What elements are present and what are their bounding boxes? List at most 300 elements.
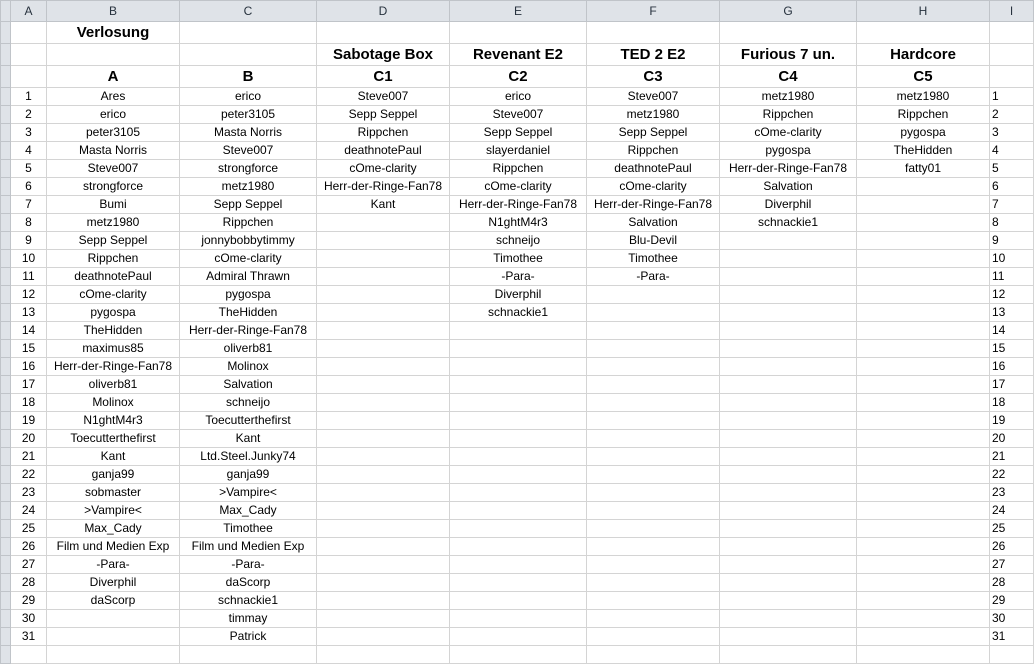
cell-colc3[interactable] — [587, 538, 720, 556]
row-number[interactable]: 1 — [11, 88, 47, 106]
cell-empty[interactable] — [180, 22, 317, 44]
cell-empty[interactable] — [11, 66, 47, 88]
cell-empty[interactable] — [317, 22, 450, 44]
cell-colb[interactable]: Rippchen — [180, 214, 317, 232]
cell-colc2[interactable] — [450, 610, 587, 628]
row-header[interactable] — [1, 520, 11, 538]
cell-colb[interactable]: Sepp Seppel — [180, 196, 317, 214]
cell-colc5[interactable] — [857, 286, 990, 304]
row-number-i[interactable]: 19 — [990, 412, 1034, 430]
row-number[interactable]: 18 — [11, 394, 47, 412]
cell-colc2[interactable]: Diverphil — [450, 286, 587, 304]
cell-colc1[interactable] — [317, 214, 450, 232]
row-number-i[interactable]: 25 — [990, 520, 1034, 538]
row-header[interactable] — [1, 394, 11, 412]
row-number[interactable]: 20 — [11, 430, 47, 448]
row-number[interactable]: 14 — [11, 322, 47, 340]
cell-colc1[interactable] — [317, 610, 450, 628]
cell-cola[interactable] — [47, 610, 180, 628]
cell-colc2[interactable] — [450, 412, 587, 430]
row-header[interactable] — [1, 592, 11, 610]
cell-colc2[interactable]: schneijo — [450, 232, 587, 250]
cell-cola[interactable]: oliverb81 — [47, 376, 180, 394]
cell-colb[interactable]: oliverb81 — [180, 340, 317, 358]
cell-colc1[interactable] — [317, 502, 450, 520]
row-number[interactable]: 17 — [11, 376, 47, 394]
cell-colc2[interactable]: Timothee — [450, 250, 587, 268]
cell-colc1[interactable]: Rippchen — [317, 124, 450, 142]
cell-colc4[interactable]: metz1980 — [720, 88, 857, 106]
cell-colc4[interactable] — [720, 268, 857, 286]
cell-colc4[interactable]: Rippchen — [720, 106, 857, 124]
cell-colc5[interactable]: pygospa — [857, 124, 990, 142]
cell-cola[interactable]: Herr-der-Ringe-Fan78 — [47, 358, 180, 376]
column-header-e[interactable]: E — [450, 1, 587, 22]
cell-colc2[interactable] — [450, 358, 587, 376]
cell-empty[interactable] — [180, 44, 317, 66]
cell-colb[interactable]: Herr-der-Ringe-Fan78 — [180, 322, 317, 340]
cell-colc1[interactable] — [317, 430, 450, 448]
column-header-c[interactable]: C — [180, 1, 317, 22]
cell-colc2[interactable]: schnackie1 — [450, 304, 587, 322]
cell-colc1[interactable] — [317, 466, 450, 484]
row-number-i[interactable]: 6 — [990, 178, 1034, 196]
row-number[interactable]: 27 — [11, 556, 47, 574]
cell-empty[interactable] — [450, 22, 587, 44]
row-number[interactable]: 13 — [11, 304, 47, 322]
cell-colc4[interactable] — [720, 340, 857, 358]
cell-colc3[interactable] — [587, 574, 720, 592]
cell-colc1[interactable] — [317, 538, 450, 556]
cell-colc5[interactable] — [857, 358, 990, 376]
cell-colc5[interactable]: metz1980 — [857, 88, 990, 106]
cell-colc3[interactable] — [587, 430, 720, 448]
cell-colc2[interactable] — [450, 376, 587, 394]
row-number[interactable]: 15 — [11, 340, 47, 358]
row-number[interactable]: 4 — [11, 142, 47, 160]
row-number-i[interactable]: 16 — [990, 358, 1034, 376]
cell-colc5[interactable]: TheHidden — [857, 142, 990, 160]
cell-colc5[interactable] — [857, 394, 990, 412]
cell-colc5[interactable] — [857, 412, 990, 430]
row-number[interactable]: 26 — [11, 538, 47, 556]
subheader-b[interactable]: B — [180, 66, 317, 88]
cell-colc5[interactable] — [857, 268, 990, 286]
cell-colc1[interactable] — [317, 448, 450, 466]
row-header[interactable] — [1, 430, 11, 448]
cell-title[interactable]: Verlosung — [47, 22, 180, 44]
header-g[interactable]: Furious 7 un. — [720, 44, 857, 66]
row-number[interactable]: 25 — [11, 520, 47, 538]
cell-colc5[interactable] — [857, 214, 990, 232]
row-number[interactable]: 5 — [11, 160, 47, 178]
cell-colc1[interactable] — [317, 394, 450, 412]
row-number-i[interactable]: 9 — [990, 232, 1034, 250]
row-header[interactable] — [1, 66, 11, 88]
row-number-i[interactable]: 2 — [990, 106, 1034, 124]
cell-cola[interactable]: Steve007 — [47, 160, 180, 178]
cell-colc2[interactable] — [450, 556, 587, 574]
row-number[interactable]: 23 — [11, 484, 47, 502]
row-number[interactable]: 3 — [11, 124, 47, 142]
cell-colc5[interactable] — [857, 520, 990, 538]
cell-cola[interactable]: erico — [47, 106, 180, 124]
row-number-i[interactable]: 27 — [990, 556, 1034, 574]
row-header[interactable] — [1, 610, 11, 628]
row-number[interactable]: 10 — [11, 250, 47, 268]
cell-colc1[interactable] — [317, 322, 450, 340]
row-header[interactable] — [1, 376, 11, 394]
cell-colc4[interactable]: Herr-der-Ringe-Fan78 — [720, 160, 857, 178]
cell-colc4[interactable] — [720, 322, 857, 340]
subheader-a[interactable]: A — [47, 66, 180, 88]
cell-colc3[interactable] — [587, 376, 720, 394]
cell-cola[interactable]: Film und Medien Exp — [47, 538, 180, 556]
cell-cola[interactable] — [47, 628, 180, 646]
cell-colb[interactable]: schnackie1 — [180, 592, 317, 610]
cell-colc5[interactable] — [857, 448, 990, 466]
cell-colc5[interactable] — [857, 484, 990, 502]
row-header[interactable] — [1, 304, 11, 322]
cell-colc4[interactable] — [720, 394, 857, 412]
cell-colc2[interactable]: N1ghtM4r3 — [450, 214, 587, 232]
cell-colc5[interactable] — [857, 430, 990, 448]
row-header[interactable] — [1, 448, 11, 466]
cell-colb[interactable]: Molinox — [180, 358, 317, 376]
cell-cola[interactable]: metz1980 — [47, 214, 180, 232]
cell-colc2[interactable] — [450, 394, 587, 412]
row-header[interactable] — [1, 322, 11, 340]
cell-empty[interactable] — [720, 22, 857, 44]
cell-colc1[interactable]: Sepp Seppel — [317, 106, 450, 124]
cell-colc3[interactable] — [587, 412, 720, 430]
cell-colc1[interactable]: deathnotePaul — [317, 142, 450, 160]
cell-colb[interactable]: timmay — [180, 610, 317, 628]
row-header[interactable] — [1, 106, 11, 124]
cell-colc4[interactable] — [720, 448, 857, 466]
cell-colc1[interactable] — [317, 286, 450, 304]
header-e[interactable]: Revenant E2 — [450, 44, 587, 66]
row-number-i[interactable]: 3 — [990, 124, 1034, 142]
cell-colb[interactable]: Admiral Thrawn — [180, 268, 317, 286]
row-header[interactable] — [1, 628, 11, 646]
cell-cola[interactable]: cOme-clarity — [47, 286, 180, 304]
row-number[interactable]: 29 — [11, 592, 47, 610]
cell-cola[interactable]: Ares — [47, 88, 180, 106]
cell-empty[interactable] — [11, 646, 47, 664]
cell-colc3[interactable]: Salvation — [587, 214, 720, 232]
cell-cola[interactable]: Molinox — [47, 394, 180, 412]
row-number[interactable]: 9 — [11, 232, 47, 250]
row-number-i[interactable]: 7 — [990, 196, 1034, 214]
cell-colc1[interactable] — [317, 250, 450, 268]
cell-colc4[interactable] — [720, 520, 857, 538]
cell-cola[interactable]: TheHidden — [47, 322, 180, 340]
cell-colc4[interactable] — [720, 466, 857, 484]
cell-empty[interactable] — [990, 646, 1034, 664]
cell-empty[interactable] — [180, 646, 317, 664]
subheader-c4[interactable]: C4 — [720, 66, 857, 88]
cell-colc3[interactable]: deathnotePaul — [587, 160, 720, 178]
row-number-i[interactable]: 30 — [990, 610, 1034, 628]
cell-colc3[interactable] — [587, 286, 720, 304]
cell-empty[interactable] — [720, 646, 857, 664]
cell-cola[interactable]: maximus85 — [47, 340, 180, 358]
cell-colb[interactable]: Patrick — [180, 628, 317, 646]
row-header[interactable] — [1, 646, 11, 664]
row-header[interactable] — [1, 88, 11, 106]
cell-colc4[interactable]: schnackie1 — [720, 214, 857, 232]
cell-empty[interactable] — [450, 646, 587, 664]
cell-colc3[interactable] — [587, 322, 720, 340]
cell-colc3[interactable] — [587, 556, 720, 574]
cell-cola[interactable]: Kant — [47, 448, 180, 466]
cell-colb[interactable]: jonnybobbytimmy — [180, 232, 317, 250]
cell-empty[interactable] — [47, 44, 180, 66]
row-number-i[interactable]: 5 — [990, 160, 1034, 178]
row-number-i[interactable]: 26 — [990, 538, 1034, 556]
cell-a-title[interactable] — [11, 22, 47, 44]
cell-colc5[interactable] — [857, 250, 990, 268]
cell-colc2[interactable]: Sepp Seppel — [450, 124, 587, 142]
cell-colb[interactable]: >Vampire< — [180, 484, 317, 502]
cell-colc3[interactable]: Herr-der-Ringe-Fan78 — [587, 196, 720, 214]
header-f[interactable]: TED 2 E2 — [587, 44, 720, 66]
select-all-corner[interactable] — [1, 1, 11, 22]
cell-colc2[interactable] — [450, 340, 587, 358]
row-number[interactable]: 6 — [11, 178, 47, 196]
row-number-i[interactable]: 15 — [990, 340, 1034, 358]
row-header[interactable] — [1, 124, 11, 142]
cell-colb[interactable]: Max_Cady — [180, 502, 317, 520]
cell-colb[interactable]: metz1980 — [180, 178, 317, 196]
cell-colc4[interactable] — [720, 232, 857, 250]
cell-cola[interactable]: Masta Norris — [47, 142, 180, 160]
cell-colb[interactable]: Steve007 — [180, 142, 317, 160]
cell-colc1[interactable]: Herr-der-Ringe-Fan78 — [317, 178, 450, 196]
cell-colc4[interactable] — [720, 304, 857, 322]
cell-colb[interactable]: pygospa — [180, 286, 317, 304]
cell-cola[interactable]: Max_Cady — [47, 520, 180, 538]
cell-colb[interactable]: Masta Norris — [180, 124, 317, 142]
cell-colc3[interactable] — [587, 448, 720, 466]
cell-colc4[interactable]: cOme-clarity — [720, 124, 857, 142]
cell-colc5[interactable] — [857, 592, 990, 610]
cell-colc4[interactable]: Salvation — [720, 178, 857, 196]
cell-colc4[interactable] — [720, 592, 857, 610]
cell-cola[interactable]: Diverphil — [47, 574, 180, 592]
cell-colc4[interactable] — [720, 556, 857, 574]
cell-colc1[interactable] — [317, 574, 450, 592]
cell-colc1[interactable] — [317, 556, 450, 574]
cell-cola[interactable]: strongforce — [47, 178, 180, 196]
cell-colc3[interactable] — [587, 304, 720, 322]
cell-colc2[interactable]: Rippchen — [450, 160, 587, 178]
cell-cola[interactable]: -Para- — [47, 556, 180, 574]
cell-cola[interactable]: Sepp Seppel — [47, 232, 180, 250]
row-number-i[interactable]: 4 — [990, 142, 1034, 160]
row-number-i[interactable]: 29 — [990, 592, 1034, 610]
cell-colc4[interactable] — [720, 250, 857, 268]
cell-colc5[interactable] — [857, 196, 990, 214]
cell-colc2[interactable] — [450, 322, 587, 340]
cell-colb[interactable]: cOme-clarity — [180, 250, 317, 268]
cell-colc2[interactable] — [450, 592, 587, 610]
row-number[interactable]: 31 — [11, 628, 47, 646]
cell-colb[interactable]: peter3105 — [180, 106, 317, 124]
cell-colc5[interactable] — [857, 376, 990, 394]
cell-colc3[interactable] — [587, 520, 720, 538]
cell-colc2[interactable]: -Para- — [450, 268, 587, 286]
subheader-c2[interactable]: C2 — [450, 66, 587, 88]
cell-colc4[interactable]: Diverphil — [720, 196, 857, 214]
row-header[interactable] — [1, 412, 11, 430]
cell-colb[interactable]: erico — [180, 88, 317, 106]
row-header[interactable] — [1, 340, 11, 358]
cell-colc5[interactable] — [857, 574, 990, 592]
cell-colc5[interactable] — [857, 610, 990, 628]
cell-cola[interactable]: sobmaster — [47, 484, 180, 502]
cell-colc3[interactable] — [587, 358, 720, 376]
cell-colc5[interactable] — [857, 322, 990, 340]
row-number[interactable]: 21 — [11, 448, 47, 466]
cell-colc3[interactable]: Steve007 — [587, 88, 720, 106]
cell-colb[interactable]: strongforce — [180, 160, 317, 178]
cell-colc4[interactable] — [720, 430, 857, 448]
cell-colc1[interactable] — [317, 232, 450, 250]
cell-colc2[interactable]: cOme-clarity — [450, 178, 587, 196]
row-number[interactable]: 8 — [11, 214, 47, 232]
cell-colc3[interactable] — [587, 592, 720, 610]
row-header[interactable] — [1, 556, 11, 574]
cell-cola[interactable]: pygospa — [47, 304, 180, 322]
row-number-i[interactable]: 31 — [990, 628, 1034, 646]
row-header[interactable] — [1, 178, 11, 196]
cell-cola[interactable]: daScorp — [47, 592, 180, 610]
cell-colc1[interactable] — [317, 268, 450, 286]
cell-colc4[interactable] — [720, 628, 857, 646]
row-header[interactable] — [1, 574, 11, 592]
subheader-c3[interactable]: C3 — [587, 66, 720, 88]
row-number-i[interactable]: 18 — [990, 394, 1034, 412]
row-header[interactable] — [1, 286, 11, 304]
column-header-a[interactable]: A — [11, 1, 47, 22]
cell-colc2[interactable] — [450, 466, 587, 484]
cell-colc3[interactable] — [587, 484, 720, 502]
cell-colb[interactable]: schneijo — [180, 394, 317, 412]
cell-colc1[interactable] — [317, 376, 450, 394]
cell-colc2[interactable] — [450, 448, 587, 466]
cell-colb[interactable]: -Para- — [180, 556, 317, 574]
cell-colb[interactable]: Toecutterthefirst — [180, 412, 317, 430]
row-number-i[interactable]: 13 — [990, 304, 1034, 322]
cell-colc4[interactable] — [720, 574, 857, 592]
cell-colc4[interactable] — [720, 484, 857, 502]
column-header-b[interactable]: B — [47, 1, 180, 22]
cell-colc1[interactable]: Steve007 — [317, 88, 450, 106]
row-number-i[interactable]: 1 — [990, 88, 1034, 106]
column-header-h[interactable]: H — [857, 1, 990, 22]
cell-colc3[interactable] — [587, 628, 720, 646]
cell-colc1[interactable] — [317, 520, 450, 538]
header-h[interactable]: Hardcore — [857, 44, 990, 66]
row-number[interactable]: 7 — [11, 196, 47, 214]
row-header[interactable] — [1, 160, 11, 178]
cell-colc3[interactable] — [587, 466, 720, 484]
cell-colc1[interactable]: cOme-clarity — [317, 160, 450, 178]
row-number[interactable]: 30 — [11, 610, 47, 628]
column-header-d[interactable]: D — [317, 1, 450, 22]
subheader-c5[interactable]: C5 — [857, 66, 990, 88]
cell-cola[interactable]: deathnotePaul — [47, 268, 180, 286]
row-number-i[interactable]: 14 — [990, 322, 1034, 340]
row-number[interactable]: 11 — [11, 268, 47, 286]
cell-colc1[interactable] — [317, 340, 450, 358]
row-number[interactable]: 16 — [11, 358, 47, 376]
row-number-i[interactable]: 22 — [990, 466, 1034, 484]
cell-colc2[interactable]: Herr-der-Ringe-Fan78 — [450, 196, 587, 214]
cell-colc3[interactable]: cOme-clarity — [587, 178, 720, 196]
cell-colc1[interactable] — [317, 592, 450, 610]
cell-colc1[interactable] — [317, 628, 450, 646]
row-header[interactable] — [1, 196, 11, 214]
cell-empty[interactable] — [857, 646, 990, 664]
cell-colc1[interactable]: Kant — [317, 196, 450, 214]
cell-colc2[interactable]: slayerdaniel — [450, 142, 587, 160]
cell-colb[interactable]: Timothee — [180, 520, 317, 538]
row-number-i[interactable]: 23 — [990, 484, 1034, 502]
row-header[interactable] — [1, 142, 11, 160]
row-number-i[interactable]: 10 — [990, 250, 1034, 268]
cell-colb[interactable]: ganja99 — [180, 466, 317, 484]
cell-colc2[interactable] — [450, 538, 587, 556]
row-header[interactable] — [1, 22, 11, 44]
row-number-i[interactable]: 21 — [990, 448, 1034, 466]
row-header[interactable] — [1, 250, 11, 268]
cell-colc4[interactable] — [720, 610, 857, 628]
cell-colc3[interactable]: Rippchen — [587, 142, 720, 160]
cell-colc5[interactable] — [857, 502, 990, 520]
row-header[interactable] — [1, 466, 11, 484]
row-header[interactable] — [1, 538, 11, 556]
cell-colc5[interactable] — [857, 466, 990, 484]
cell-colc5[interactable] — [857, 556, 990, 574]
cell-cola[interactable]: peter3105 — [47, 124, 180, 142]
cell-colb[interactable]: Kant — [180, 430, 317, 448]
cell-empty[interactable] — [587, 646, 720, 664]
cell-cola[interactable]: >Vampire< — [47, 502, 180, 520]
cell-colc1[interactable] — [317, 412, 450, 430]
row-header[interactable] — [1, 358, 11, 376]
row-number[interactable]: 24 — [11, 502, 47, 520]
cell-colc3[interactable] — [587, 394, 720, 412]
cell-colb[interactable]: daScorp — [180, 574, 317, 592]
cell-empty[interactable] — [317, 646, 450, 664]
cell-colb[interactable]: Film und Medien Exp — [180, 538, 317, 556]
cell-colc4[interactable] — [720, 412, 857, 430]
header-d[interactable]: Sabotage Box — [317, 44, 450, 66]
cell-colc5[interactable] — [857, 178, 990, 196]
cell-colc3[interactable] — [587, 502, 720, 520]
cell-colc3[interactable]: Sepp Seppel — [587, 124, 720, 142]
cell-colc5[interactable] — [857, 628, 990, 646]
row-number[interactable]: 22 — [11, 466, 47, 484]
cell-empty[interactable] — [587, 22, 720, 44]
cell-colc4[interactable] — [720, 376, 857, 394]
row-header[interactable] — [1, 502, 11, 520]
cell-colc3[interactable]: Blu-Devil — [587, 232, 720, 250]
cell-colc2[interactable] — [450, 628, 587, 646]
